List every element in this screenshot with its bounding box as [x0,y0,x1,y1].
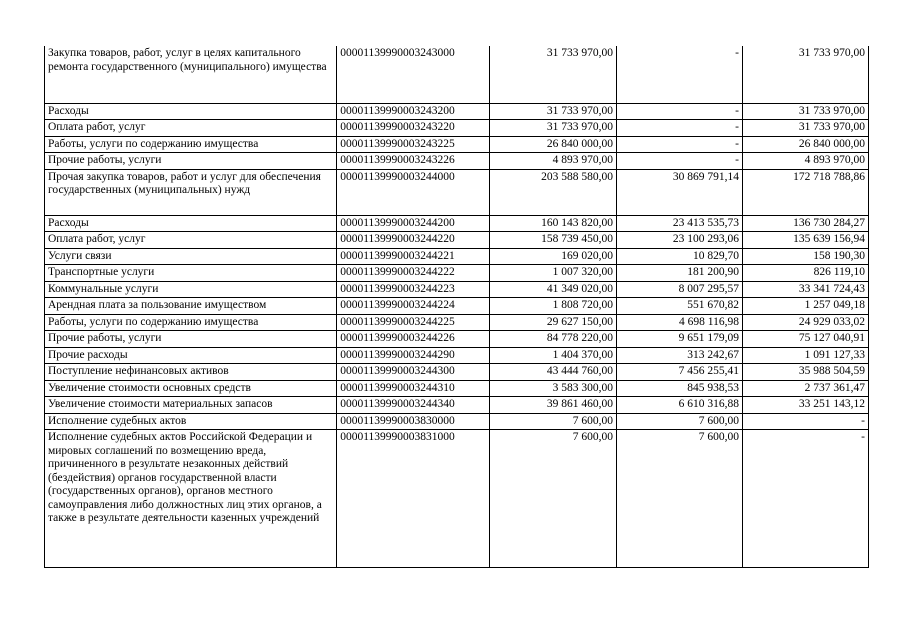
expense-name-cell: Услуги связи [45,248,337,265]
executed-amount-cell: 10 829,70 [617,248,743,265]
unexecuted-amount-cell: - [743,430,869,568]
approved-amount-cell: 1 007 320,00 [490,265,617,282]
table-row [45,430,869,568]
classification-code-cell: 00001139990003243200 [337,103,490,120]
approved-amount-cell: 160 143 820,00 [490,215,617,232]
expense-name-cell: Коммунальные услуги [45,281,337,298]
executed-amount-cell: 23 413 535,73 [617,215,743,232]
expense-name-cell: Прочая закупка товаров, работ и услуг для обеспечения государственных (муниципальных) нужд [45,169,337,215]
approved-amount-cell: 31 733 970,00 [490,120,617,137]
classification-code-cell: 00001139990003244222 [337,265,490,282]
classification-code-cell: 00001139990003244223 [337,281,490,298]
expense-name-cell: Транспортные услуги [45,265,337,282]
classification-code-cell: 00001139990003244226 [337,331,490,348]
approved-amount-cell: 26 840 000,00 [490,136,617,153]
unexecuted-amount-cell: 2 737 361,47 [743,380,869,397]
table-row [45,347,869,364]
classification-code-cell: 00001139990003244224 [337,298,490,315]
classification-code-cell: 00001139990003244310 [337,380,490,397]
unexecuted-amount-cell: - [743,413,869,430]
approved-amount-cell: 7 600,00 [490,413,617,430]
unexecuted-amount-cell: 33 341 724,43 [743,281,869,298]
unexecuted-amount-cell: 35 988 504,59 [743,364,869,381]
expense-name-cell: Расходы [45,103,337,120]
classification-code-cell: 00001139990003831000 [337,430,490,568]
approved-amount-cell: 1 404 370,00 [490,347,617,364]
classification-code-cell: 00001139990003244340 [337,397,490,414]
executed-amount-cell: 551 670,82 [617,298,743,315]
classification-code-cell: 00001139990003244000 [337,169,490,215]
unexecuted-amount-cell: 135 639 156,94 [743,232,869,249]
table-row [45,413,869,430]
expense-name-cell: Оплата работ, услуг [45,120,337,137]
table-row [45,380,869,397]
unexecuted-amount-cell: 1 091 127,33 [743,347,869,364]
executed-amount-cell: 8 007 295,57 [617,281,743,298]
executed-amount-cell: 4 698 116,98 [617,314,743,331]
table-row [45,120,869,137]
classification-code-cell: 00001139990003830000 [337,413,490,430]
table-row [45,103,869,120]
expense-name-cell: Поступление нефинансовых активов [45,364,337,381]
table-row [45,153,869,170]
executed-amount-cell: 845 938,53 [617,380,743,397]
executed-amount-cell: 7 600,00 [617,430,743,568]
executed-amount-cell: 30 869 791,14 [617,169,743,215]
expense-name-cell: Оплата работ, услуг [45,232,337,249]
unexecuted-amount-cell: 136 730 284,27 [743,215,869,232]
table-row [45,232,869,249]
expense-name-cell: Увеличение стоимости материальных запасов [45,397,337,414]
expense-name-cell: Увеличение стоимости основных средств [45,380,337,397]
approved-amount-cell: 4 893 970,00 [490,153,617,170]
expense-name-cell: Работы, услуги по содержанию имущества [45,136,337,153]
classification-code-cell: 00001139990003244221 [337,248,490,265]
table-row [45,265,869,282]
executed-amount-cell: 23 100 293,06 [617,232,743,249]
expense-name-cell: Исполнение судебных актов [45,413,337,430]
classification-code-cell: 00001139990003243226 [337,153,490,170]
unexecuted-amount-cell: 31 733 970,00 [743,46,869,103]
executed-amount-cell: 7 456 255,41 [617,364,743,381]
expense-name-cell: Закупка товаров, работ, услуг в целях капитального ремонта государственного (муниципального) имущества [45,46,337,103]
unexecuted-amount-cell: 172 718 788,86 [743,169,869,215]
executed-amount-cell: 313 242,67 [617,347,743,364]
approved-amount-cell: 3 583 300,00 [490,380,617,397]
classification-code-cell: 00001139990003243220 [337,120,490,137]
unexecuted-amount-cell: 1 257 049,18 [743,298,869,315]
table-row [45,46,869,103]
approved-amount-cell: 158 739 450,00 [490,232,617,249]
executed-amount-cell: 6 610 316,88 [617,397,743,414]
table-row [45,215,869,232]
unexecuted-amount-cell: 31 733 970,00 [743,103,869,120]
unexecuted-amount-cell: 826 119,10 [743,265,869,282]
classification-code-cell: 00001139990003244225 [337,314,490,331]
unexecuted-amount-cell: 31 733 970,00 [743,120,869,137]
executed-amount-cell: - [617,120,743,137]
classification-code-cell: 00001139990003243000 [337,46,490,103]
table-row [45,314,869,331]
expense-name-cell: Арендная плата за пользование имуществом [45,298,337,315]
expense-name-cell: Расходы [45,215,337,232]
table-row [45,136,869,153]
expense-name-cell: Прочие расходы [45,347,337,364]
table-row [45,397,869,414]
unexecuted-amount-cell: 4 893 970,00 [743,153,869,170]
executed-amount-cell: 7 600,00 [617,413,743,430]
table-body [45,46,869,568]
table-row [45,169,869,215]
unexecuted-amount-cell: 75 127 040,91 [743,331,869,348]
expense-name-cell: Работы, услуги по содержанию имущества [45,314,337,331]
approved-amount-cell: 84 778 220,00 [490,331,617,348]
unexecuted-amount-cell: 33 251 143,12 [743,397,869,414]
unexecuted-amount-cell: 24 929 033,02 [743,314,869,331]
approved-amount-cell: 203 588 580,00 [490,169,617,215]
approved-amount-cell: 43 444 760,00 [490,364,617,381]
executed-amount-cell: - [617,136,743,153]
table-row [45,364,869,381]
unexecuted-amount-cell: 26 840 000,00 [743,136,869,153]
classification-code-cell: 00001139990003243225 [337,136,490,153]
classification-code-cell: 00001139990003244220 [337,232,490,249]
budget-execution-table [44,46,869,568]
expense-name-cell: Исполнение судебных актов Российской Федерации и мировых соглашений по возмещению вреда, причиненного в результате незаконных действий (бездействия) органов государственной власти (государственных органов), органов местного самоуправления либо должностных лиц этих органов, а также в результате деятельности казенных учреждений [45,430,337,568]
table-row [45,281,869,298]
executed-amount-cell: - [617,46,743,103]
approved-amount-cell: 39 861 460,00 [490,397,617,414]
expense-name-cell: Прочие работы, услуги [45,331,337,348]
classification-code-cell: 00001139990003244290 [337,347,490,364]
executed-amount-cell: 9 651 179,09 [617,331,743,348]
classification-code-cell: 00001139990003244300 [337,364,490,381]
table-row [45,331,869,348]
table-row [45,298,869,315]
table-row [45,248,869,265]
approved-amount-cell: 31 733 970,00 [490,103,617,120]
approved-amount-cell: 41 349 020,00 [490,281,617,298]
approved-amount-cell: 7 600,00 [490,430,617,568]
classification-code-cell: 00001139990003244200 [337,215,490,232]
executed-amount-cell: 181 200,90 [617,265,743,282]
expense-name-cell: Прочие работы, услуги [45,153,337,170]
executed-amount-cell: - [617,153,743,170]
unexecuted-amount-cell: 158 190,30 [743,248,869,265]
approved-amount-cell: 29 627 150,00 [490,314,617,331]
executed-amount-cell: - [617,103,743,120]
approved-amount-cell: 169 020,00 [490,248,617,265]
approved-amount-cell: 31 733 970,00 [490,46,617,103]
approved-amount-cell: 1 808 720,00 [490,298,617,315]
